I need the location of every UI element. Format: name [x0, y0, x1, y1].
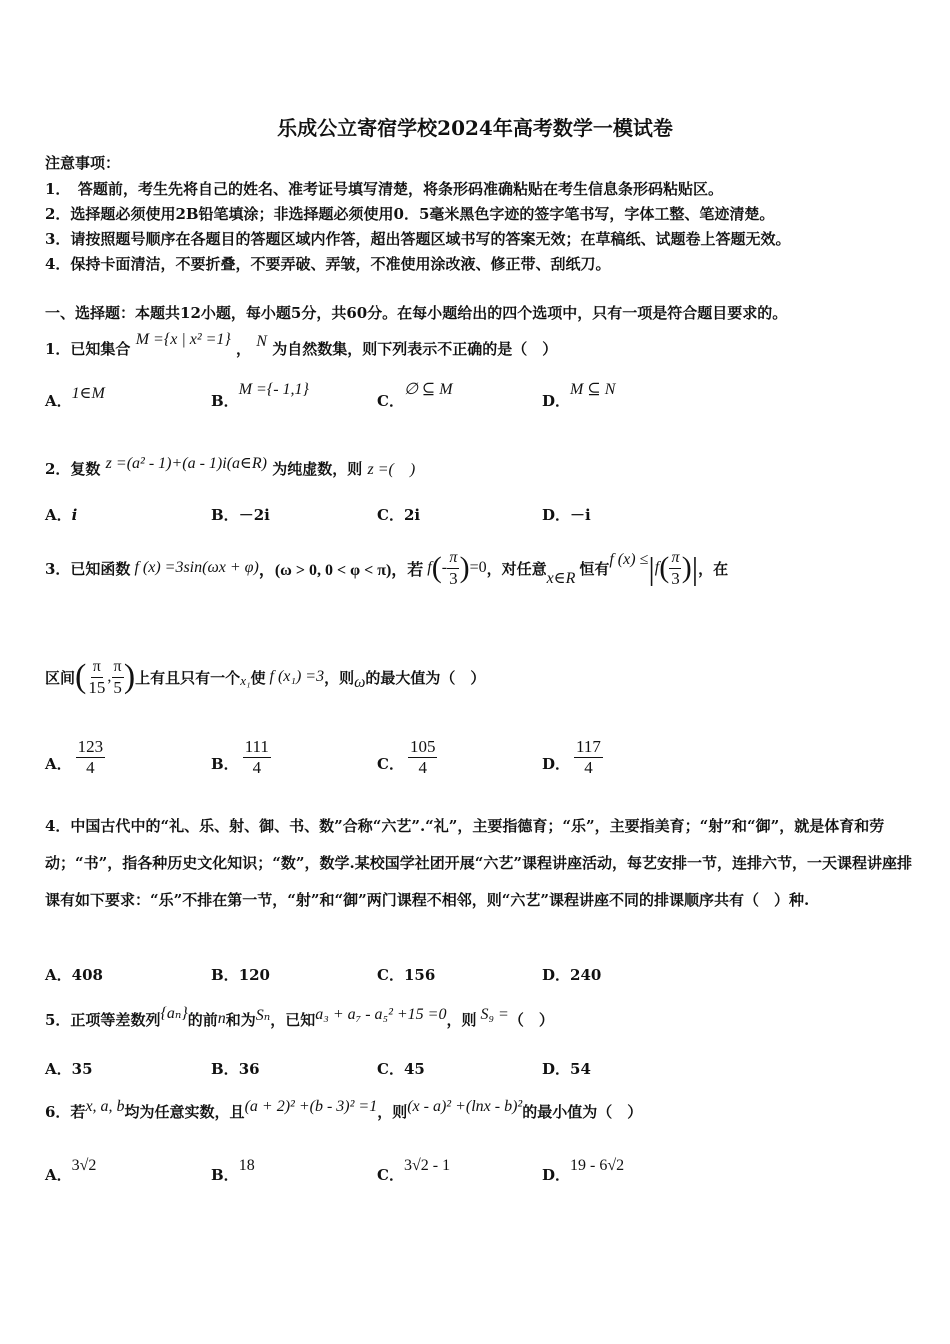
notice-item-3: 3．请按照题号顺序在各题目的答题区域内作答，超出答题区域书写的答案无效；在草稿纸、试题卷上答题无效。	[45, 230, 791, 248]
option-label: D．	[542, 966, 571, 984]
minus-sign: -	[441, 559, 448, 576]
option-value: 408	[71, 966, 103, 984]
option-value: 54	[570, 1060, 591, 1078]
q3-line2-mid3: ，则	[324, 668, 355, 687]
q5-mid4: ，则	[446, 1010, 477, 1029]
option-label: A．	[45, 506, 72, 524]
option-frac	[243, 737, 271, 778]
option-math: 3√2	[71, 1157, 97, 1174]
abs-bar-icon: |	[648, 549, 655, 586]
q6-option-a	[45, 1157, 97, 1185]
q5-prefix: 5．正项等差数列	[45, 1010, 161, 1029]
q4-option-b	[211, 964, 270, 985]
notice-item-4: 4．保持卡面清洁，不要折叠，不要弄破、弄皱，不准使用涂改液、修正带、刮纸刀。	[45, 255, 611, 273]
question-2	[45, 456, 415, 479]
q1-option-b	[211, 381, 309, 411]
q6-end: 的最小值为（ ）	[522, 1102, 643, 1121]
frac-num: 117	[576, 737, 601, 756]
frac-num: π	[669, 548, 681, 569]
option-label: B．	[211, 966, 239, 984]
q5-option-b	[211, 1058, 260, 1079]
q3-ineq: f (x) ≤	[609, 551, 649, 568]
option-label: A．	[45, 966, 72, 984]
option-value: 45	[403, 1060, 425, 1078]
q2-option-a	[45, 504, 77, 525]
q4-option-d	[542, 964, 601, 985]
frac-num: π	[447, 548, 459, 569]
option-label: D．	[542, 755, 571, 773]
q5-mid: 的前	[187, 1010, 218, 1029]
option-value: i	[71, 506, 78, 524]
frac-den: 4	[86, 758, 95, 777]
q5-end: （ ）	[508, 1010, 554, 1029]
q2-option-c	[377, 504, 420, 525]
q3-func: f (x) =3sin(ωx + φ)	[134, 559, 259, 576]
question-3-line-2	[45, 652, 485, 702]
frac-num: 105	[409, 737, 436, 756]
frac-num: π	[91, 657, 103, 678]
q5-mid3: ，已知	[270, 1010, 316, 1029]
q3-option-b	[211, 734, 271, 778]
option-value: －i	[570, 506, 591, 524]
option-value: 2i	[403, 506, 421, 524]
option-label: D．	[542, 506, 571, 524]
option-label: D．	[542, 1060, 571, 1078]
q3-zero-frac	[447, 548, 460, 589]
option-value: －2i	[238, 506, 270, 524]
q1-set-n: N	[256, 333, 267, 350]
q3-option-d	[542, 734, 603, 778]
q3-f: f	[427, 559, 432, 576]
q3-mid: ，对任意	[486, 559, 547, 578]
q3-line2-mid2: 使	[250, 668, 266, 687]
q3-fx1: f (x₁) =3	[269, 668, 325, 685]
q5-n: n	[217, 1010, 226, 1027]
q1-option-d	[542, 381, 616, 411]
q2-prefix: 2．复数	[45, 460, 101, 478]
option-frac	[408, 737, 438, 778]
q3-xr: x∈R	[546, 570, 576, 587]
paren-icon: (	[75, 658, 87, 695]
option-label: C．	[377, 1060, 404, 1078]
option-value: 120	[238, 966, 270, 984]
option-value: 240	[570, 966, 602, 984]
q6-mid2: ，则	[377, 1102, 408, 1121]
q2-option-b	[211, 504, 270, 525]
option-label: C．	[377, 392, 404, 410]
frac-den: 4	[584, 758, 593, 777]
option-math: 1∈M	[71, 385, 105, 402]
option-label: A．	[45, 755, 72, 773]
q5-option-a	[45, 1058, 93, 1079]
option-frac	[574, 737, 603, 778]
q6-expr: (x - a)² +(lnx - b)²	[407, 1098, 523, 1115]
option-label: B．	[211, 506, 239, 524]
option-frac	[76, 737, 106, 778]
q5-mid2: 和为	[225, 1010, 256, 1029]
option-math: 3√2 - 1	[403, 1157, 451, 1174]
question-6	[45, 1096, 642, 1126]
q3-line2-end: 的最大值为（ ）	[365, 668, 486, 687]
notice-item-1: 1． 答题前，考生先将自己的姓名、准考证号填写清楚，将条形码准确粘贴在考生信息条形码粘贴区。	[45, 180, 723, 198]
frac-den: 5	[113, 677, 122, 697]
paren-icon: (	[431, 551, 442, 584]
q6-eq: (a + 2)² +(b - 3)² =1	[244, 1098, 378, 1115]
q5-option-d	[542, 1058, 591, 1079]
q4-option-a	[45, 964, 103, 985]
section-heading: 一、选择题：本题共12小题，每小题5分，共60分。在每小题给出的四个选项中，只有一项是符合题目要求的。	[45, 304, 788, 322]
q5-seq: {aₙ}	[160, 1005, 188, 1022]
option-label: D．	[542, 392, 571, 410]
q1-option-a	[45, 385, 105, 411]
option-label: B．	[211, 1166, 239, 1184]
q5-option-c	[377, 1058, 425, 1079]
q3-x1: x₁	[240, 673, 251, 688]
frac-den: 15	[88, 677, 106, 697]
q6-mid: 均为任意实数，且	[124, 1102, 245, 1121]
q3-prefix: 3．已知函数	[45, 559, 131, 578]
q3-option-c	[377, 734, 437, 778]
option-math: M ⊆ N	[570, 381, 616, 398]
question-1	[45, 331, 558, 359]
frac-num: 123	[77, 737, 104, 756]
frac-den: 3	[671, 568, 680, 588]
q3-zero-post: =0	[469, 559, 487, 576]
paren-icon: )	[123, 658, 136, 695]
q3-option-a	[45, 734, 105, 778]
option-label: C．	[377, 1166, 404, 1184]
option-value: 156	[403, 966, 436, 984]
frac-den: 3	[449, 568, 458, 588]
q1-set-m: M ={x | x² =1}	[135, 331, 231, 348]
option-label: B．	[211, 392, 239, 410]
paren-icon: (	[659, 551, 670, 584]
q3-cond: ，(ω > 0, 0 < φ < π)，若	[258, 561, 424, 579]
option-label: C．	[377, 755, 404, 773]
option-label: B．	[211, 1060, 239, 1078]
q3-line2-mid: 上有且只有一个	[135, 668, 241, 687]
option-math: ∅ ⊆ M	[403, 381, 453, 398]
frac-num: π	[112, 657, 124, 678]
comma: ,	[107, 668, 112, 685]
q6-option-d	[542, 1157, 625, 1185]
q4-option-c	[377, 964, 435, 985]
option-label: A．	[45, 1060, 72, 1078]
q5-eq: a₃ + a₇ - a₅² +15 =0	[315, 1006, 447, 1023]
frac-num: 111	[244, 737, 269, 756]
option-label: A．	[45, 392, 72, 410]
option-math: 19 - 6√2	[570, 1157, 625, 1174]
option-label: A．	[45, 1166, 72, 1184]
q3-end: ，在	[698, 559, 729, 578]
option-value: 36	[238, 1060, 260, 1078]
option-math: M ={- 1,1}	[238, 381, 309, 398]
page-title: 乐成公立寄宿学校2024年高考数学一模试卷	[277, 116, 673, 140]
q2-suffix: 为纯虚数，则	[272, 460, 363, 478]
notice-item-2: 2．选择题必须使用2B铅笔填涂；非选择题必须使用0．5毫米黑色字迹的签字笔书写，字体工整、笔迹清楚。	[45, 205, 775, 223]
q3-mid2: 恒有	[579, 559, 610, 578]
abs-bar-icon: |	[691, 549, 699, 586]
q2-option-d	[542, 504, 591, 525]
paren-icon: )	[459, 551, 470, 584]
q3-omega: ω	[354, 674, 366, 691]
q1-suffix: 为自然数集，则下列表示不正确的是（ ）	[272, 340, 558, 358]
question-3	[45, 546, 728, 590]
option-math: 18	[238, 1157, 255, 1174]
q5-s9: S₉ =	[480, 1006, 509, 1023]
q6-vars: x, a, b	[85, 1098, 125, 1115]
q1-mid: ，	[236, 340, 252, 358]
option-label: C．	[377, 506, 404, 524]
q6-option-c	[377, 1157, 451, 1185]
q3-interval-b	[111, 657, 124, 698]
frac-den: 4	[418, 758, 427, 777]
question-5	[45, 1004, 554, 1034]
option-label: C．	[377, 966, 404, 984]
paren-icon: )	[681, 551, 692, 584]
q6-prefix: 6．若	[45, 1102, 86, 1121]
q3-ineq-f: f	[654, 559, 660, 576]
q3-line2-prefix: 区间	[45, 668, 76, 687]
q1-option-c	[377, 381, 453, 411]
notice-heading: 注意事项：	[45, 154, 121, 172]
q6-option-b	[211, 1157, 255, 1185]
frac-den: 4	[252, 758, 262, 777]
q3-ineq-frac	[669, 548, 682, 589]
q2-expr: z =(a² - 1)+(a - 1)i(a∈R)	[105, 455, 267, 472]
option-label: B．	[211, 755, 239, 773]
q5-sn: Sₙ	[255, 1007, 271, 1024]
q1-prefix: 1．已知集合	[45, 340, 131, 358]
option-value: 35	[71, 1060, 93, 1078]
option-label: D．	[542, 1166, 571, 1184]
q3-interval-a	[86, 657, 107, 698]
q2-z: z =( )	[367, 461, 416, 478]
question-4: 4．中国古代中的“礼、乐、射、御、书、数”合称“六艺”.“礼”，主要指德育；“乐”，主要指美育；“射”和“御”，就是体育和劳动；“书”，指各种历史文化知识；“数”，数学.某校国学社团开展“六艺”课程讲座活动，每艺安排一节，连排六节，一天课程讲座排课有如下要求：“乐”不排在第一节，“射”和“御”两门课程不相邻，则“六艺”课程讲座不同的排课顺序共有（ ）种.	[45, 817, 912, 909]
